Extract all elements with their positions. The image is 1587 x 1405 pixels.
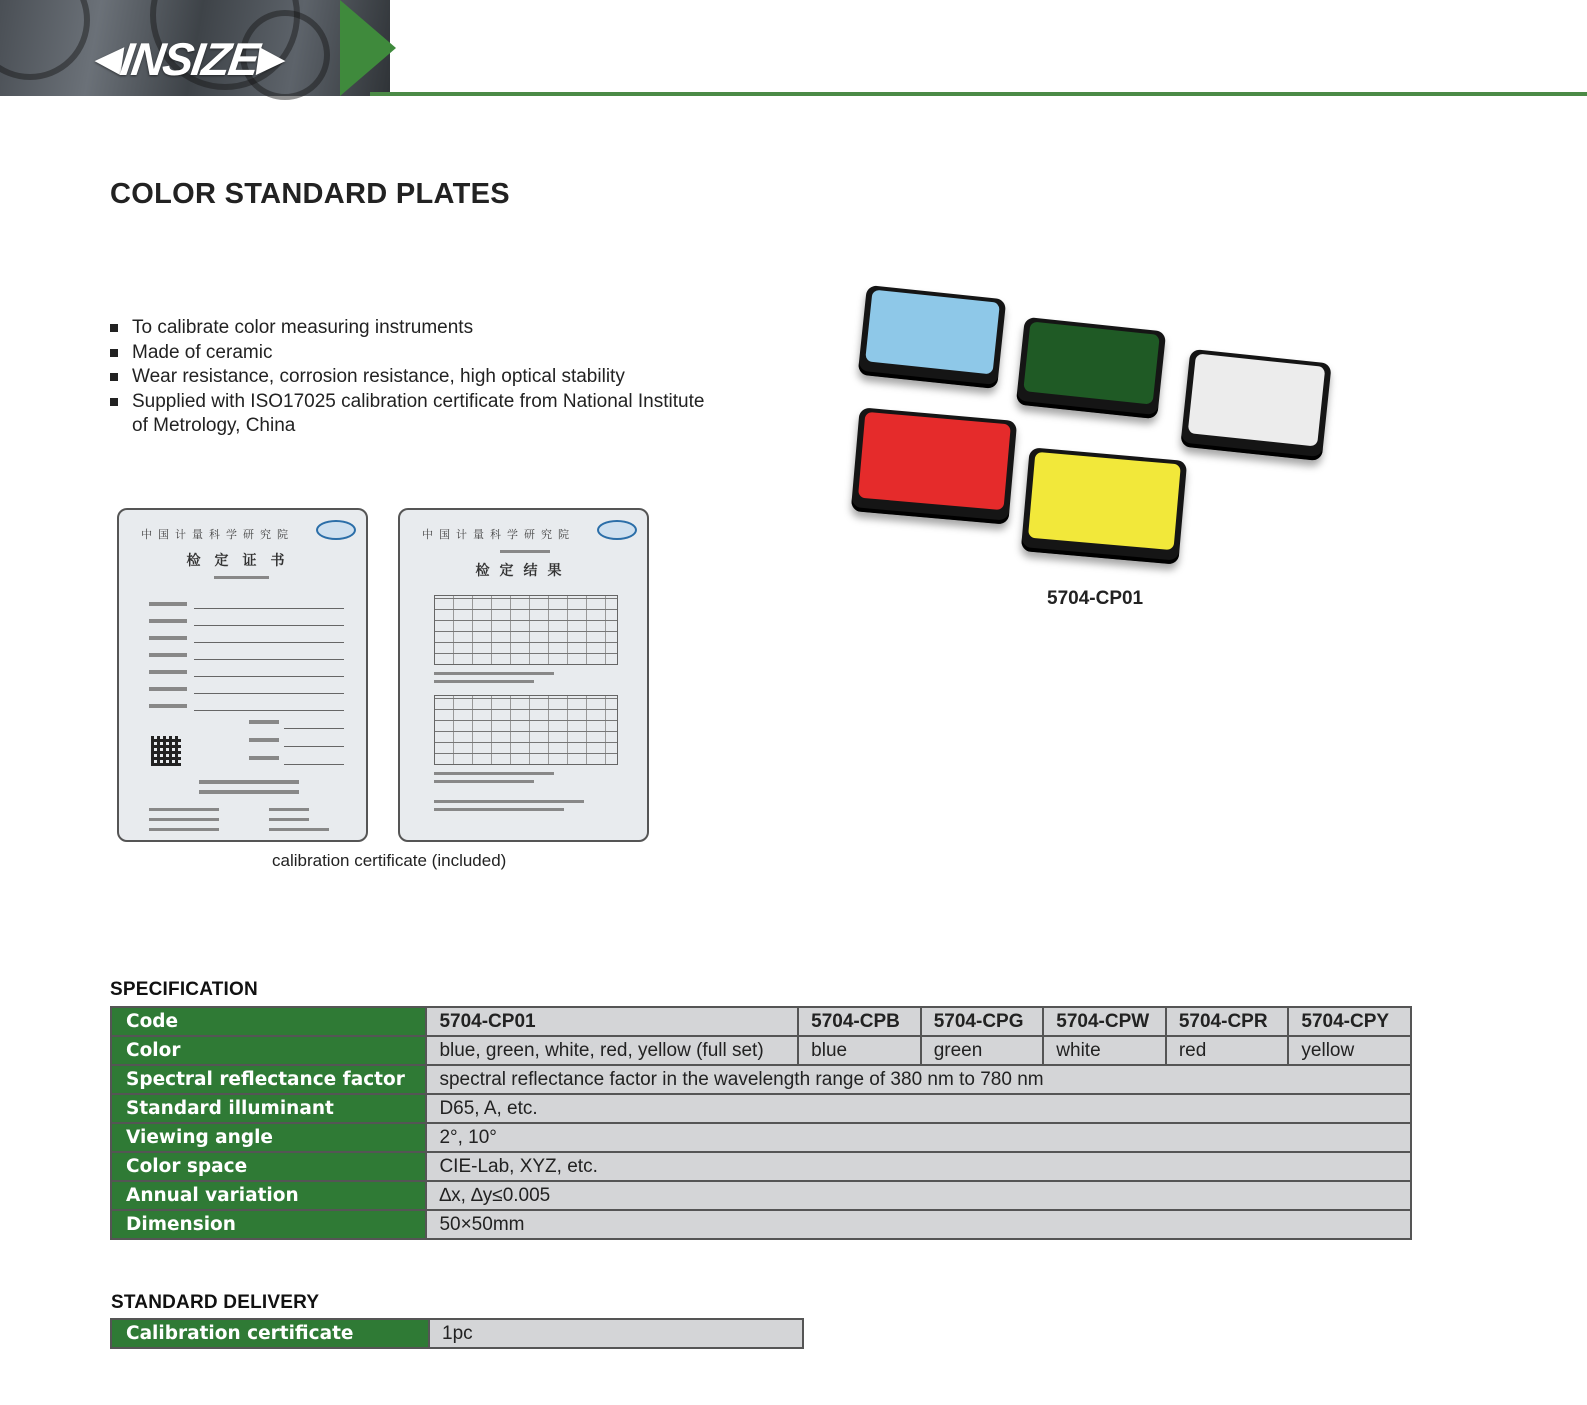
row-value: CIE-Lab, XYZ, etc. xyxy=(426,1152,1411,1181)
certificate-page-1 xyxy=(117,508,368,842)
code-cell: 5704-CPG xyxy=(921,1007,1044,1036)
plate-face xyxy=(858,412,1011,510)
color-cell: yellow xyxy=(1288,1036,1411,1065)
specification-table xyxy=(110,1006,1412,1240)
institute-emblem-icon xyxy=(316,520,356,540)
color-cell: blue, green, white, red, yellow (full set) xyxy=(426,1036,798,1065)
code-cell: 5704-CP01 xyxy=(426,1007,798,1036)
row-label: Calibration certificate xyxy=(111,1319,429,1348)
green-plate xyxy=(1016,317,1166,419)
certificate-page-2 xyxy=(398,508,649,842)
table-row xyxy=(111,1319,803,1348)
cert-institute: 中国计量科学研究院 xyxy=(141,528,294,541)
table-row xyxy=(111,1123,1411,1152)
row-label: Spectral reflectance factor xyxy=(111,1065,426,1094)
table-row xyxy=(111,1065,1411,1094)
table-row xyxy=(111,1152,1411,1181)
plate-face xyxy=(1023,321,1160,404)
page-title: COLOR STANDARD PLATES xyxy=(110,178,510,210)
right-arrow-icon: ▶ xyxy=(255,40,286,78)
results-table-1 xyxy=(434,595,618,665)
color-cell: green xyxy=(921,1036,1044,1065)
feature-item: Wear resistance, corrosion resistance, high optical stability xyxy=(110,365,710,390)
certificate-caption: calibration certificate (included) xyxy=(272,851,507,870)
row-value: ∆x, ∆y≤0.005 xyxy=(426,1181,1411,1210)
code-cell: 5704-CPY xyxy=(1288,1007,1411,1036)
feature-item: To calibrate color measuring instruments xyxy=(110,316,710,341)
banner-divider-line xyxy=(370,92,1587,96)
institute-emblem-icon xyxy=(597,520,637,540)
table-row xyxy=(111,1181,1411,1210)
qr-code-icon xyxy=(151,736,181,766)
code-cell: 5704-CPR xyxy=(1166,1007,1289,1036)
plate-face xyxy=(1188,353,1326,446)
plate-face xyxy=(865,290,1000,375)
feature-item: Supplied with ISO17025 calibration certificate from National Institute of Metrology, China xyxy=(110,390,710,439)
white-plate xyxy=(1180,349,1331,461)
color-cell: white xyxy=(1043,1036,1166,1065)
row-label: Standard illuminant xyxy=(111,1094,426,1123)
logo-text: INSIZE xyxy=(117,33,262,85)
insize-logo xyxy=(91,34,287,84)
left-arrow-icon: ◀ xyxy=(93,40,123,78)
feature-list xyxy=(110,316,710,439)
code-cell: 5704-CPW xyxy=(1043,1007,1166,1036)
results-table-2 xyxy=(434,695,618,765)
yellow-plate xyxy=(1021,447,1187,564)
specification-title: SPECIFICATION xyxy=(110,979,258,1000)
plate-set-label: 5704-CP01 xyxy=(1047,588,1144,609)
color-cell: red xyxy=(1166,1036,1289,1065)
row-label: Dimension xyxy=(111,1210,426,1239)
cert-title: 检定结果 xyxy=(475,563,572,579)
red-plate xyxy=(851,407,1017,524)
row-value: 1pc xyxy=(429,1319,803,1348)
delivery-title: STANDARD DELIVERY xyxy=(111,1292,320,1313)
table-row xyxy=(111,1210,1411,1239)
row-label: Color space xyxy=(111,1152,426,1181)
table-row xyxy=(111,1094,1411,1123)
row-label: Viewing angle xyxy=(111,1123,426,1152)
color-cell: blue xyxy=(798,1036,921,1065)
cert-title: 检定证书 xyxy=(186,553,299,569)
row-label: Annual variation xyxy=(111,1181,426,1210)
row-label: Code xyxy=(111,1007,426,1036)
banner-chevron xyxy=(340,0,396,96)
delivery-table xyxy=(110,1318,804,1349)
cert-institute: 中国计量科学研究院 xyxy=(422,528,575,541)
plate-face xyxy=(1028,452,1181,550)
table-row xyxy=(111,1007,1411,1036)
row-label: Color xyxy=(111,1036,426,1065)
row-value: D65, A, etc. xyxy=(426,1094,1411,1123)
row-value: 2°, 10° xyxy=(426,1123,1411,1152)
code-cell: 5704-CPB xyxy=(798,1007,921,1036)
row-value: 50×50mm xyxy=(426,1210,1411,1239)
feature-item: Made of ceramic xyxy=(110,341,710,366)
table-row xyxy=(111,1036,1411,1065)
header-banner xyxy=(0,0,1587,98)
row-value: spectral reflectance factor in the wavelength range of 380 nm to 780 nm xyxy=(426,1065,1411,1094)
blue-plate xyxy=(858,285,1007,389)
